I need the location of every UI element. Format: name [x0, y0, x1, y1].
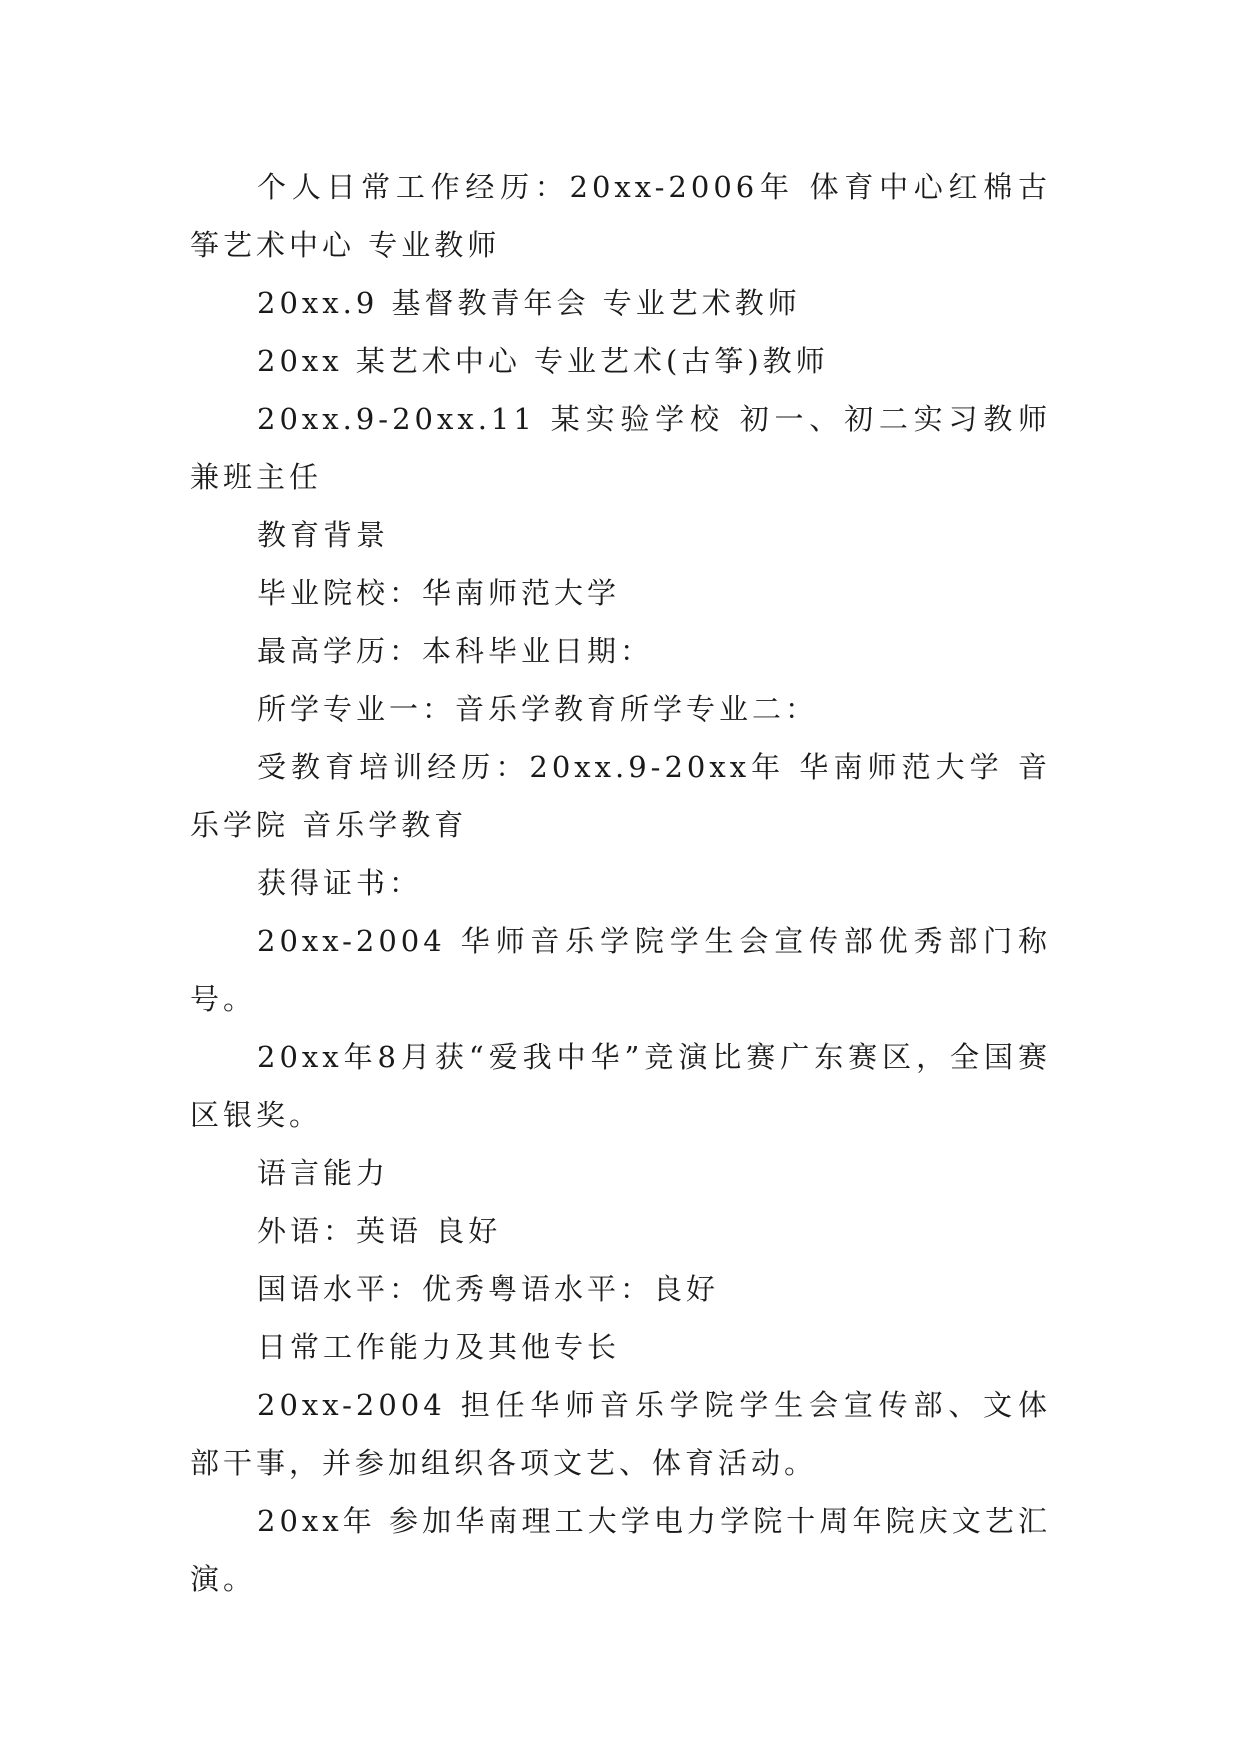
document-body: [190, 158, 1051, 1608]
paragraph-certificate-department: 20xx-2004 华师音乐学院学生会宣传部优秀部门称号。: [190, 924, 1051, 1016]
paragraph-mandarin-cantonese: 国语水平：优秀粤语水平：良好: [257, 1272, 720, 1306]
paragraph-student-union: 20xx-2004 担任华师音乐学院学生会宣传部、文体部干事，并参加组织各项文艺、体育活动。: [190, 1388, 1051, 1480]
paragraph-ymca-teacher: 20xx.9 基督教青年会 专业艺术教师: [257, 286, 801, 320]
paragraph-highest-degree: 最高学历：本科毕业日期：: [257, 634, 654, 668]
paragraph-work-history: 个人日常工作经历：20xx-2006年 体育中心红棉古筝艺术中心 专业教师: [190, 170, 1051, 262]
paragraph-art-center-teacher: 20xx 某艺术中心 专业艺术(古筝)教师: [257, 344, 829, 378]
paragraph-intern-teacher: 20xx.9-20xx.11 某实验学校 初一、初二实习教师兼班主任: [190, 402, 1051, 494]
paragraph-foreign-language: 外语：英语 良好: [257, 1214, 502, 1248]
paragraph-majors: 所学专业一：音乐学教育所学专业二：: [257, 692, 819, 726]
paragraph-graduate-school: 毕业院校：华南师范大学: [257, 576, 621, 610]
heading-language-ability: 语言能力: [257, 1156, 390, 1190]
heading-certificates: 获得证书：: [257, 866, 423, 900]
paragraph-anniversary-performance: 20xx年 参加华南理工大学电力学院十周年院庆文艺汇演。: [190, 1504, 1051, 1596]
heading-education-background: 教育背景: [257, 518, 390, 552]
paragraph-training-history: 受教育培训经历：20xx.9-20xx年 华南师范大学 音乐学院 音乐学教育: [190, 750, 1051, 842]
heading-work-skills: 日常工作能力及其他专长: [257, 1330, 621, 1364]
paragraph-certificate-competition: 20xx年8月获“爱我中华”竞演比赛广东赛区，全国赛区银奖。: [190, 1040, 1051, 1132]
